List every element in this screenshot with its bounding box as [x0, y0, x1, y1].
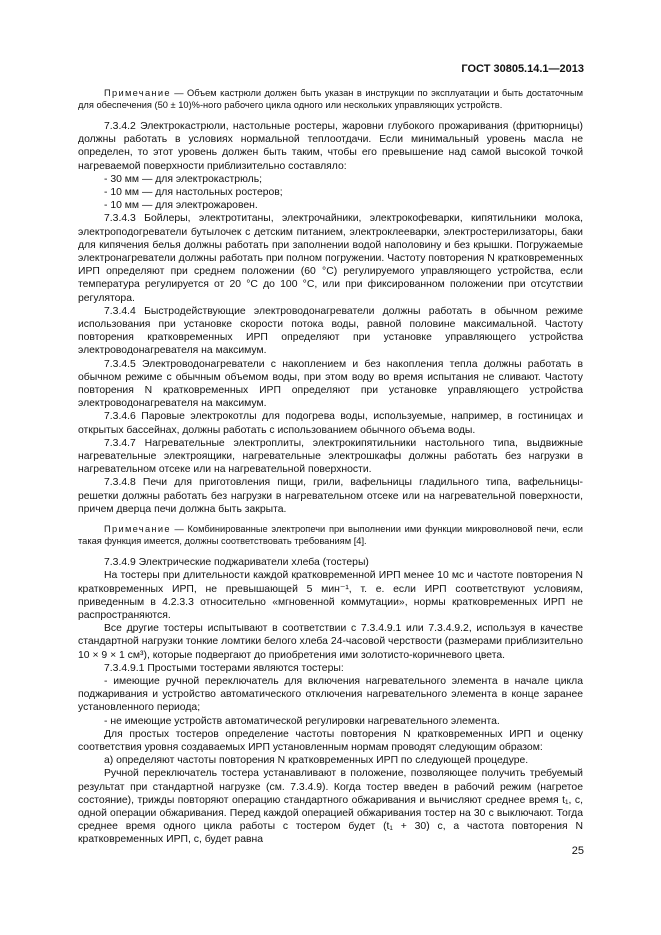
paragraph-7-3-4-2: 7.3.4.2 Электрокастрюли, настольные ростеры, жаровни глубокого прожаривания (фритюрницы) должны работать в условиях нормальной теплоотдачи. Если минимальный уровень масла не определен, то этот уровень должен быть таким, чтобы его превышение над самой высокой точкой нагреваемой поверхности приблизительно составляло: [78, 121, 583, 172]
paragraph-7-3-4-5: 7.3.4.5 Электроводонагреватели с накоплением и без накопления тепла должны работать в обычном режиме с обычным объемом воды, при этом воду во время испытания не сливают. Частоту повторения N кратковременных ИРП определяют при установке управляющего устройства электроводонагревателя на максимум. [78, 358, 583, 410]
note-text: — Объем кастрюли должен быть указан в инструкции по эксплуатации и быть достаточным для обеспечения (50 ± 10)%-ного рабочего цикла одного или нескольких управляющих устройств. [78, 88, 583, 110]
note-label: Примечание [104, 524, 171, 535]
paragraph-simple-toasters: Для простых тостеров определение частоты повторения N кратковременных ИРП и оценку соответствия уровня создаваемых ИРП установленным нормам проводят следующим образом: [78, 728, 583, 753]
paragraph-7-3-4-9-1-title: 7.3.4.9.1 Простыми тостерами являются тостеры: [104, 662, 344, 674]
paragraph-step-a: а) определяют частоты повторения N кратковременных ИРП по следующей процедуре. [104, 755, 529, 767]
note-microwave [78, 523, 583, 547]
list-item: - 10 мм — для настольных ростеров; [104, 187, 283, 199]
paragraph-7-3-4-7: 7.3.4.7 Нагревательные электроплиты, электрокипятильники настольного типа, выдвижные нагревательные электроящики, нагревательные электрошкафы должны работать без нагрузки в нагревательном отсеке или на нагревательной поверхности. [78, 437, 583, 476]
list-item: - 30 мм — для электрокастрюль; [104, 173, 262, 185]
paragraph-7-3-4-9-a: На тостеры при длительности каждой кратковременной ИРП менее 10 мс и частоте повторения N кратковременных ИРП, не превышающей 5 мин⁻¹, т. е. если ИРП соответствуют условиям, приведенным в 4.2.3.3 относительно «мгновенной коммутации», нормы кратковременных ИРП не распространяются. [78, 570, 583, 621]
standard-designation: ГОСТ 30805.14.1—2013 [461, 63, 584, 75]
paragraph-7-3-4-4: 7.3.4.4 Быстродействующие электроводонагреватели должны работать в обычном режиме использования при установке скорости потока воды, равной половине максимальной. Частоту повторения кратковременных ИРП определяют при установке управляющего устройства электроводонагревателя на максимум. [78, 305, 583, 357]
paragraph-7-3-4-9-b: Все другие тостеры испытывают в соответствии с 7.3.4.9.1 или 7.3.4.9.2, используя в качестве стандартной нагрузки тонкие ломтики белого хлеба 24-часовой черствости (размерами приблизительно 10 × 9 × 1 см³), которые подвергают до приобретения ими золотисто-коричневого цвета. [78, 623, 583, 661]
list-item: - 10 мм — для электрожаровен. [104, 200, 258, 212]
paragraph-7-3-4-9-title: 7.3.4.9 Электрические поджариватели хлеба (тостеры) [104, 557, 369, 569]
paragraph-7-3-4-6: 7.3.4.6 Паровые электрокотлы для подогрева воды, используемые, например, в гостиницах и открытых бассейнах, должны работать с использованием обычного объема воды. [78, 411, 583, 436]
note-volume [78, 87, 583, 111]
page-number: 25 [571, 845, 584, 857]
body-text [78, 85, 583, 847]
list-item: - не имеющие устройств автоматической регулировки нагревательного элемента. [104, 715, 500, 727]
note-text: — Комбинированные электропечи при выполнении ими функции микроволновой печи, если такая функция имеется, должны соответствовать требованиям [4]. [78, 524, 583, 547]
paragraph-manual-switch: Ручной переключатель тостера устанавливают в положение, позволяющее получить требуемый результат при стандартной нагрузке (см. 7.3.4.9). Когда тостер введен в рабочий режим (нагретое состояние), трижды повторяют операцию стандартного обжаривания и вычисляют среднее время t₁, с, одной операции обжаривания. Перед каждой операцией обжаривания тостер на 30 с выключают. Тогда среднее время одного цикла работы с тостером будет (t₁ + 30) с, а частота повторения N кратковременных ИРП, с, будет равна [78, 768, 583, 846]
list-item: - имеющие ручной переключатель для включения нагревательного элемента в начале цикла поджаривания и устройство автоматического отключения нагревательного элемента в конце заранее установленного периода; [78, 675, 583, 714]
paragraph-7-3-4-8: 7.3.4.8 Печи для приготовления пищи, грили, вафельницы гладильного типа, вафельницы-решетки должны работать без нагрузки в нагревательном отсеке или на нагревательной поверхности, причем дверца печи должна быть закрыта. [78, 477, 583, 515]
note-label: Примечание [104, 88, 171, 98]
paragraph-7-3-4-3: 7.3.4.3 Бойлеры, электротитаны, электрочайники, электрокофеварки, кипятильники молока, электроподогреватели бутылочек с детским питанием, электроклееварки, электростерилизаторы, баки для кипячения белья должны работать при заполнении водой наполовину и без крышки. Погружаемые электронагреватели должны работать при полном погружении. Частоту повторения N кратковременных ИРП определяют при среднем положении (60 °C) регулируемого управляющего устройства, если температура регулируется от 20 °C до 100 °C, или при фиксированном положении при отсутствии регулятора. [78, 213, 583, 304]
